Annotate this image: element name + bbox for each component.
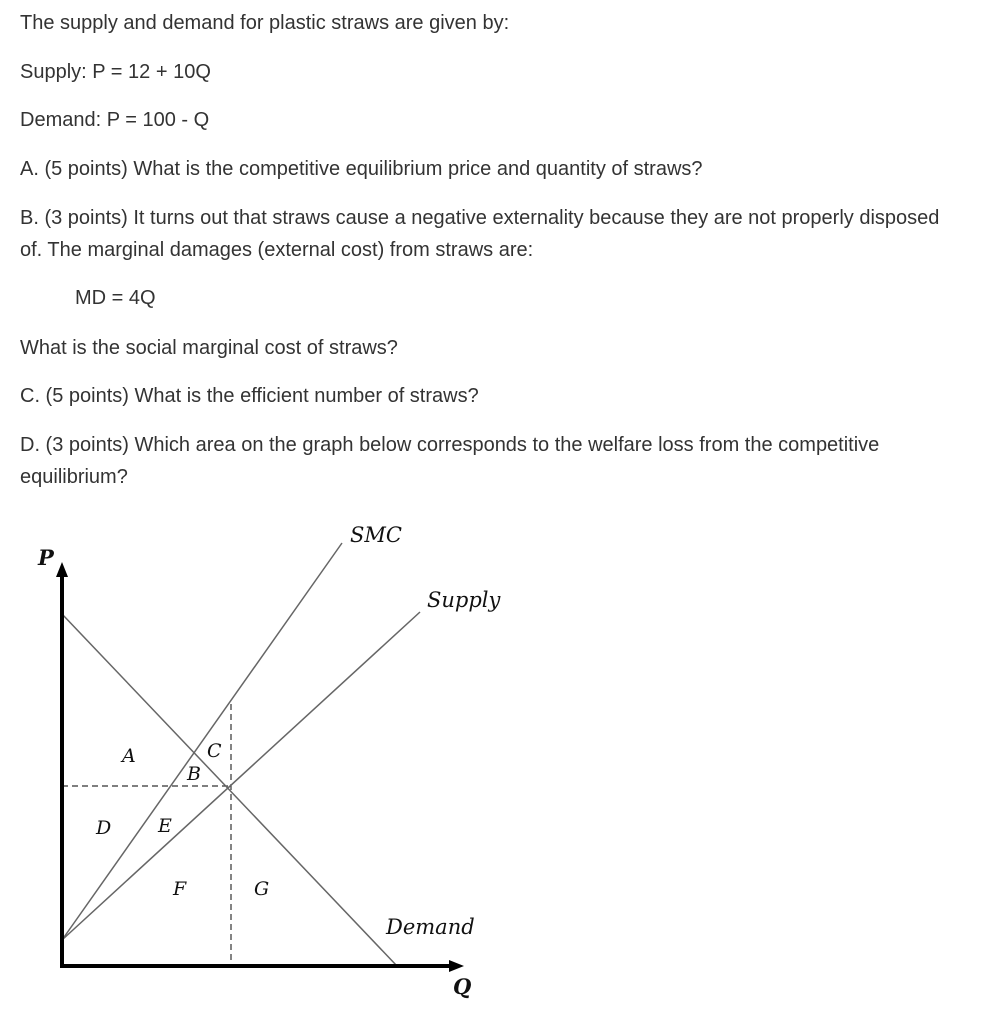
quantity-axis-arrow-icon [449, 960, 464, 972]
part-a-question: A. (5 points) What is the competitive equilibrium price and quantity of straws? [20, 158, 703, 180]
intro-text: The supply and demand for plastic straws are given by: [20, 12, 510, 34]
quantity-axis-label: Q [453, 974, 472, 999]
part-c-question: C. (5 points) What is the efficient number of straws? [20, 385, 479, 407]
supply-curve [62, 612, 420, 940]
demand-curve [62, 614, 397, 966]
marginal-damage-equation: MD = 4Q [75, 287, 156, 309]
demand-equation: Demand: P = 100 - Q [20, 109, 210, 131]
part-b-question: B. (3 points) It turns out that straws cause a negative externality because they are not properly disposed of. The marginal damages (external cost) from straws are: [20, 207, 940, 261]
region-e-label: E [158, 815, 172, 837]
price-axis-arrow-icon [56, 562, 68, 577]
smc-curve [62, 543, 342, 940]
region-a-label: A [122, 745, 136, 767]
region-b-label: B [187, 763, 201, 785]
region-g-label: G [254, 878, 270, 900]
smc-label: SMC [350, 523, 402, 547]
supply-equation: Supply: P = 12 + 10Q [20, 61, 211, 83]
demand-label: Demand [386, 915, 475, 939]
region-d-label: D [96, 817, 112, 839]
region-c-label: C [207, 740, 222, 762]
part-d-question: D. (3 points) Which area on the graph below corresponds to the welfare loss from the competitive equilibrium? [20, 434, 880, 488]
supply-label: Supply [427, 588, 501, 612]
price-axis-label: P [38, 545, 54, 570]
part-b-followup: What is the social marginal cost of straws? [20, 337, 398, 359]
region-f-label: F [173, 878, 187, 900]
